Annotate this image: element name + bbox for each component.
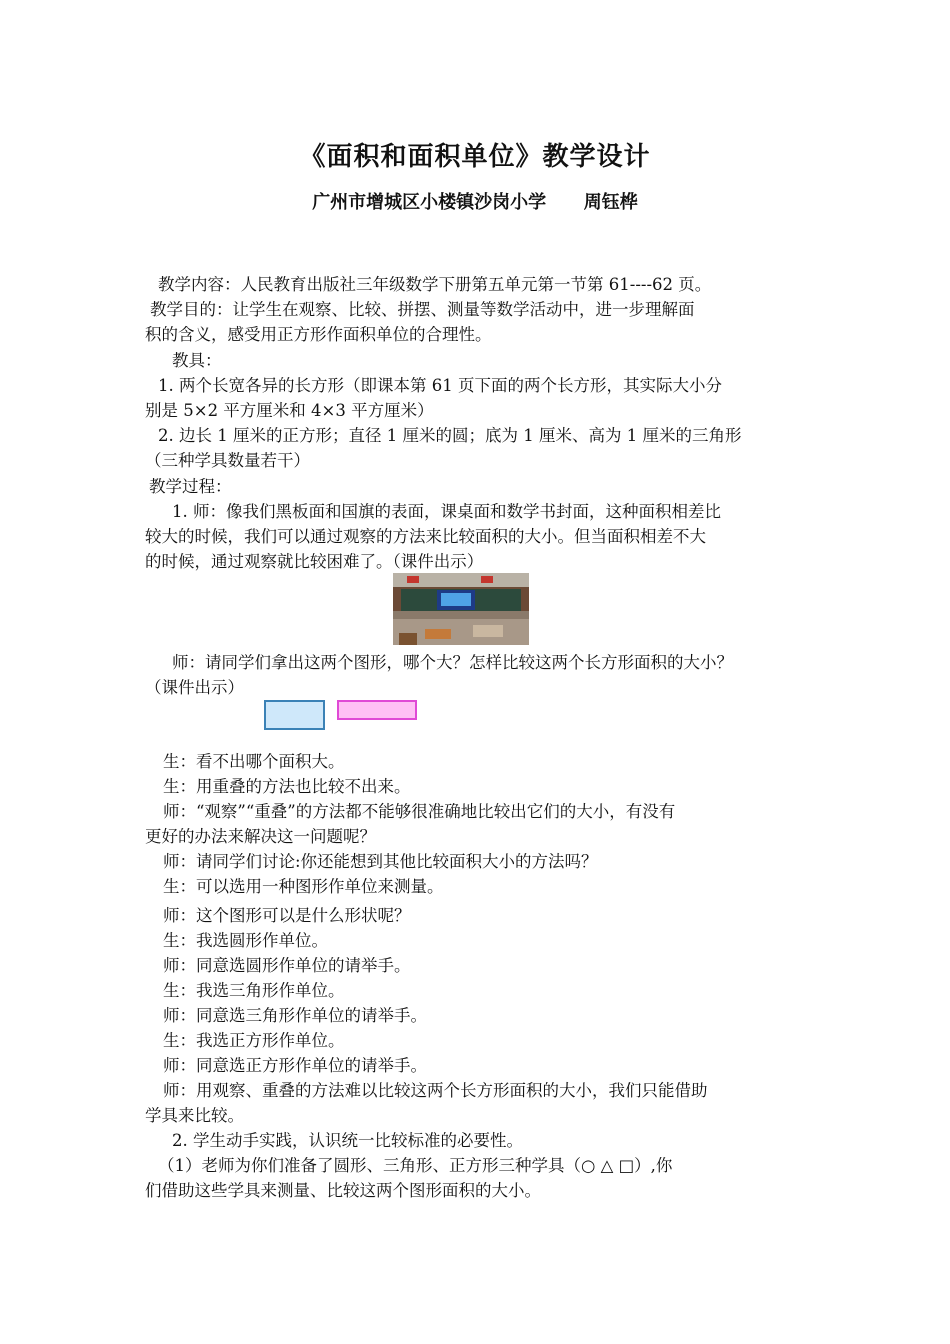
text-line: 教学内容：人民教育出版社三年级数学下册第五单元第一节第 61----62 页。 [158, 275, 712, 294]
text-line: （三种学具数量若干） [145, 451, 310, 470]
text-line: 较大的时候，我们可以通过观察的方法来比较面积的大小。但当面积相差不大 [145, 527, 706, 546]
text-line: 学具来比较。 [145, 1106, 244, 1125]
text-line: 师：同意选圆形作单位的请举手。 [163, 956, 411, 975]
text-line: 师：请同学们拿出这两个图形，哪个大？怎样比较这两个长方形面积的大小？ [172, 653, 733, 672]
text-line: 师：同意选三角形作单位的请举手。 [163, 1006, 427, 1025]
classroom-image [393, 573, 529, 645]
text-line: 2. 学生动手实践，认识统一比较标准的必要性。 [172, 1131, 523, 1150]
text-line: 师：这个图形可以是什么形状呢？ [163, 906, 411, 925]
document-title: 《面积和面积单位》教学设计 [299, 142, 651, 172]
text-line: 别是 5×2 平方厘米和 4×3 平方厘米） [145, 401, 434, 420]
text-line: 积的含义，感受用正方形作面积单位的合理性。 [145, 325, 492, 344]
text-line: 教学目的：让学生在观察、比较、拼摆、测量等数学活动中，进一步理解面 [150, 300, 695, 319]
text-line: 生：我选正方形作单位。 [163, 1031, 345, 1050]
text-line: 生：看不出哪个面积大。 [163, 752, 345, 771]
text-line: 教学过程： [149, 477, 232, 496]
text-line: 生：用重叠的方法也比较不出来。 [163, 777, 411, 796]
text-line: 生：可以选用一种图形作单位来测量。 [163, 877, 444, 896]
text-line: 师：用观察、重叠的方法难以比较这两个长方形面积的大小，我们只能借助 [163, 1081, 708, 1100]
rectangle-figure-pink [337, 700, 417, 720]
text-line: 师：请同学们讨论:你还能想到其他比较面积大小的方法吗？ [163, 852, 598, 871]
text-line: 的时候，通过观察就比较困难了。（课件出示） [145, 552, 484, 571]
text-line: 生：我选三角形作单位。 [163, 981, 345, 1000]
text-line: 们借助这些学具来测量、比较这两个图形面积的大小。 [145, 1181, 541, 1200]
text-line: 1. 师：像我们黑板面和国旗的表面，课桌面和数学书封面，这种面积相差比 [172, 502, 721, 521]
text-line: 生：我选圆形作单位。 [163, 931, 328, 950]
text-line: 更好的办法来解决这一问题呢？ [145, 827, 376, 846]
text-line: （1）老师为你们准备了圆形、三角形、正方形三种学具（○ △ □）,你 [158, 1156, 673, 1175]
text-line: 2. 边长 1 厘米的正方形；直径 1 厘米的圆；底为 1 厘米、高为 1 厘米的三角形 [158, 426, 742, 445]
text-line: （课件出示） [145, 678, 244, 697]
text-line: 师：同意选正方形作单位的请举手。 [163, 1056, 427, 1075]
rectangle-figure-blue [264, 700, 325, 730]
text-line: 师：“观察”“重叠”的方法都不能够很准确地比较出它们的大小，有没有 [163, 802, 676, 821]
document-subtitle: 广州市增城区小楼镇沙岗小学 周钰桦 [312, 192, 638, 213]
classroom-photo [393, 573, 529, 645]
text-line: 1. 两个长宽各异的长方形（即课本第 61 页下面的两个长方形，其实际大小分 [158, 376, 722, 395]
text-line: 教具： [172, 351, 222, 370]
